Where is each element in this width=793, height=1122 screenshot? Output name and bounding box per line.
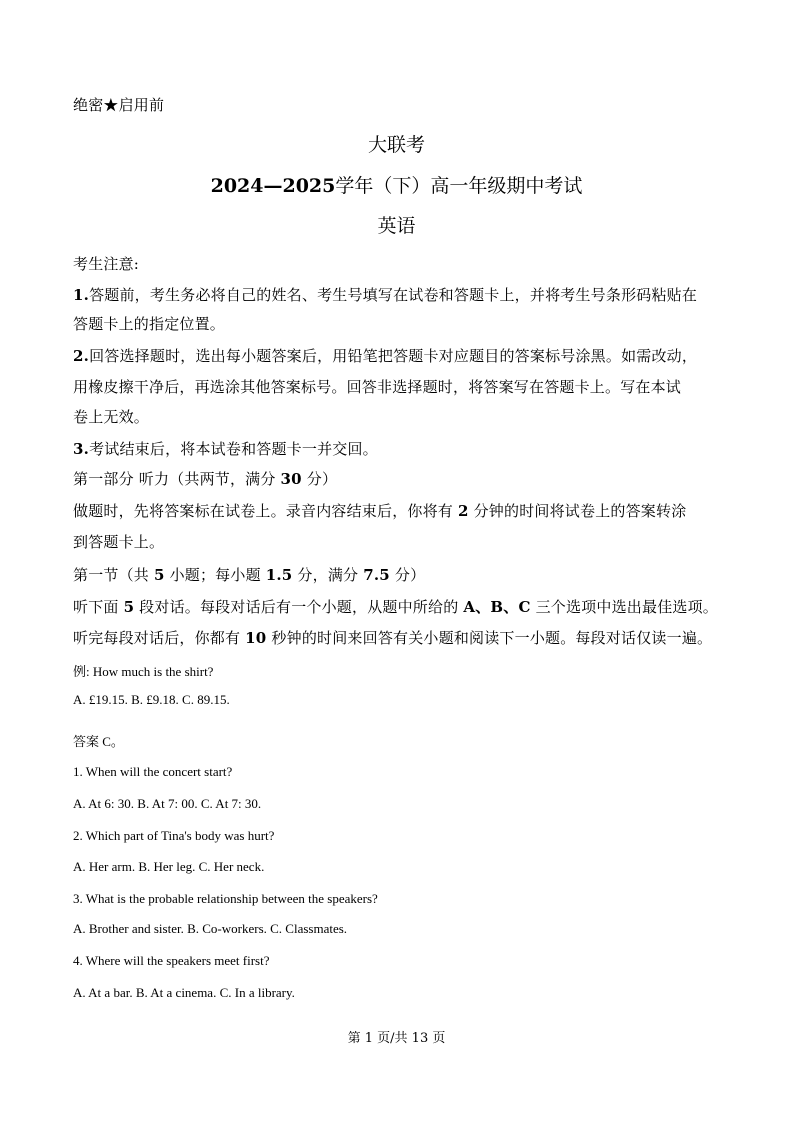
question-3: 3. What is the probable relationship between the speakers?: [73, 891, 378, 906]
listen2-n: 10: [245, 629, 267, 647]
section1-heading: [73, 564, 425, 585]
question-4: 4. Where will the speakers meet first?: [73, 953, 270, 968]
example-answer: 答案 C。: [73, 734, 124, 749]
part1-heading-b: 分）: [301, 470, 338, 488]
exam-subtitle: [0, 171, 793, 198]
part1-heading-score: 30: [280, 470, 302, 488]
part1-instr-a: 做题时，先将答案标在试卷上。录音内容结束后，你将有: [73, 502, 458, 520]
notice-item-2-line-1: [73, 345, 697, 366]
part1-instruction-line-1: [73, 500, 686, 521]
exam-title: 大联考: [367, 134, 425, 156]
section1-a: 第一节（共: [73, 566, 154, 584]
subject-title: 英语: [377, 215, 416, 237]
question-1: 1. When will the concert start?: [73, 764, 233, 779]
page-footer: 第 1 页/共 13 页: [347, 1031, 446, 1046]
listen-a: 听下面: [73, 598, 124, 616]
section1-b: 小题；每小题: [164, 566, 266, 584]
listen-instruction-line-1: [73, 596, 718, 617]
notice-item-1-text: 答题前，考生务必将自己的姓名、考生号填写在试卷和答题卡上，并将考生号条形码粘贴在: [89, 286, 698, 304]
question-1-options: A. At 6: 30. B. At 7: 00. C. At 7: 30.: [73, 796, 262, 811]
section1-c: 分，满分: [292, 566, 364, 584]
question-2-options: A. Her arm. B. Her leg. C. Her neck.: [73, 859, 265, 874]
listen2-a: 听完每段对话后，你都有: [73, 629, 246, 647]
listen-opts: A、B、C: [463, 598, 531, 616]
section1-each: 1.5: [265, 566, 293, 584]
notice-item-1-line-1: [73, 284, 697, 305]
section1-d: 分）: [389, 566, 426, 584]
question-2: 2. Which part of Tina's body was hurt?: [73, 828, 275, 843]
listen-instruction-line-2: [73, 627, 712, 648]
section1-n: 5: [153, 566, 165, 584]
listen2-b: 秒钟的时间来回答有关小题和阅读下一小题。每段对话仅读一遍。: [266, 629, 713, 647]
notice-item-2-number: 2.: [73, 347, 90, 365]
question-3-options: A. Brother and sister. B. Co-workers. C. Classmates.: [73, 921, 348, 936]
listen-c: 三个选项中选出最佳选项。: [530, 598, 718, 616]
exam-year: 2024—2025: [210, 175, 336, 197]
example-question: 例: How much is the shirt?: [73, 664, 214, 679]
part1-instruction-line-2: 到答题卡上。: [73, 533, 165, 551]
notice-heading: 考生注意:: [73, 255, 140, 273]
part1-instr-b: 分钟的时间将试卷上的答案转涂: [468, 502, 687, 520]
notice-item-3-number: 3.: [73, 440, 90, 458]
listen-b: 段对话。每段对话后有一个小题，从题中所给的: [134, 598, 464, 616]
part1-heading: [73, 468, 337, 489]
listen-n: 5: [123, 598, 135, 616]
notice-item-3-text: 考试结束后，将本试卷和答题卡一并交回。: [89, 440, 378, 458]
notice-item-2-text: 回答选择题时，选出每小题答案后，用铅笔把答题卡对应题目的答案标号涂黑。如需改动，: [89, 347, 698, 365]
question-4-options: A. At a bar. B. At a cinema. C. In a library.: [73, 985, 295, 1000]
section1-total: 7.5: [363, 566, 390, 584]
notice-item-1-line-2: 答题卡上的指定位置。: [73, 315, 226, 333]
part1-heading-a: 第一部分 听力（共两节，满分: [73, 470, 281, 488]
exam-subtitle-rest: 学年（下）高一年级期中考试: [335, 175, 583, 197]
notice-item-1-number: 1.: [73, 286, 90, 304]
example-options: A. £19.15. B. £9.18. C. 89.15.: [73, 692, 230, 707]
notice-item-2-line-2: 用橡皮擦干净后，再选涂其他答案标号。回答非选择题时，将答案写在答题卡上。写在本试: [73, 378, 682, 396]
notice-item-3-line-1: [73, 438, 378, 459]
part1-instr-num: 2: [457, 502, 469, 520]
notice-item-2-line-3: 卷上无效。: [73, 408, 150, 426]
secret-label: 绝密★启用前: [73, 96, 165, 114]
